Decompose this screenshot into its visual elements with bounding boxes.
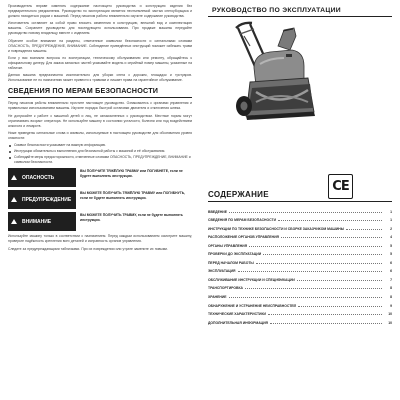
toc-entry[interactable] bbox=[208, 299, 392, 308]
toc-entry-title: РАСПОЛОЖЕНИЕ ОРГАНОВ УПРАВЛЕНИЯ bbox=[208, 235, 279, 240]
toc-entry[interactable] bbox=[208, 265, 392, 274]
toc-entry-page: 1 bbox=[390, 218, 392, 223]
toc-leader-dots bbox=[245, 288, 382, 289]
signal-word-description: ВЫ ПОЛУЧИТЕ ТЯЖЁЛУЮ ТРАВМУ или ПОГИБНЕТЕ, если не будете выполнять инструкции. bbox=[80, 169, 183, 178]
safety-paragraph: Перед началом работы внимательно прочтите настоящее руководство. Ознакомьтесь с органами управления и правильным использованием машины. Изучите порядок быстрой остановки двигателя и отключения шнека. bbox=[8, 101, 192, 111]
toc-entry-page: 6 bbox=[390, 269, 392, 274]
header-divider bbox=[208, 16, 392, 17]
signal-word-text: ПРЕДУПРЕЖДЕНИЕ bbox=[22, 196, 72, 203]
toc-entry-page: 2 bbox=[390, 226, 392, 231]
toc-entry-page: 10 bbox=[388, 312, 392, 317]
toc-entry[interactable] bbox=[208, 248, 392, 257]
safety-bullet-list bbox=[8, 143, 192, 165]
toc-leader-dots bbox=[297, 280, 382, 281]
toc-entry[interactable] bbox=[208, 273, 392, 282]
toc-title: СОДЕРЖАНИЕ bbox=[208, 190, 269, 199]
toc-leader-dots bbox=[229, 297, 382, 298]
intro-paragraph: Обратите особое внимание на разделы, отмеченные символом безопасности и сигнальными словами ОПАСНОСТЬ, ПРЕДУПРЕЖДЕНИЕ, ВНИМАНИЕ. Соблюдение приведённых инструкций поможет избежать травм и повреждения машины. bbox=[8, 38, 192, 53]
safety-bullet: Символ безопасности указывает на важную информацию. bbox=[8, 143, 192, 148]
closing-paragraph: Используйте машину только в соответствии с назначением. Перед каждым использованием осмотрите машину, проверьте надёжность крепления всех деталей и исправность органов управления. bbox=[8, 234, 192, 244]
signal-word-label bbox=[8, 190, 76, 209]
toc-leader-dots bbox=[298, 306, 382, 307]
toc-entry-title: ТРАНСПОРТИРОВКА bbox=[208, 286, 243, 291]
signal-word-description: ВЫ МОЖЕТЕ ПОЛУЧИТЬ ТЯЖЁЛУЮ ТРАВМУ или ПОГИБНУТЬ, если не будете выполнять инструкции. bbox=[80, 191, 186, 200]
toc-entry-title: ОРГАНЫ УПРАВЛЕНИЯ bbox=[208, 243, 248, 248]
signal-word-row bbox=[8, 168, 192, 187]
safety-section-title: СВЕДЕНИЯ ПО МЕРАМ БЕЗОПАСНОСТИ bbox=[8, 87, 192, 98]
signal-word-text: ВНИМАНИЕ bbox=[22, 218, 52, 225]
toc-entry-page: 8 bbox=[390, 286, 392, 291]
left-column bbox=[8, 4, 192, 398]
signal-word-row bbox=[8, 212, 192, 231]
toc-entry-page: 7 bbox=[390, 277, 392, 282]
intro-paragraph: Если у вас возникли вопросы по эксплуатации, техническому обслуживанию или ремонту, обращайтесь к официальному дилеру. Для заказа запасных частей указывайте модель и серийный номер машины, указанные на табличке. bbox=[8, 55, 192, 71]
safety-paragraph: Ниже приведены сигнальные слова и символы, используемые в настоящем руководстве для обозначения уровня опасности: bbox=[8, 130, 192, 140]
toc-entry[interactable] bbox=[208, 231, 392, 240]
intro-section bbox=[8, 4, 192, 83]
toc-entry[interactable] bbox=[208, 316, 392, 325]
safety-section bbox=[8, 101, 192, 141]
toc-leader-dots bbox=[238, 271, 383, 272]
toc-entry[interactable] bbox=[208, 239, 392, 248]
signal-word-row bbox=[8, 190, 192, 209]
toc-leader-dots bbox=[346, 229, 382, 230]
manual-title: РУКОВОДСТВО ПО ЭКСПЛУАТАЦИИ bbox=[212, 7, 341, 14]
right-column bbox=[208, 4, 394, 398]
toc-entry[interactable] bbox=[208, 308, 392, 317]
toc-divider bbox=[208, 201, 392, 202]
toc-entry-title: ВВЕДЕНИЕ bbox=[208, 209, 227, 214]
toc-leader-dots bbox=[263, 254, 382, 255]
closing-paragraph: Следите за предупреждающими табличками. При их повреждении или утрате замените их новыми. bbox=[8, 246, 168, 251]
toc-entry-title: ЭКСПЛУАТАЦИЯ bbox=[208, 269, 236, 274]
toc-entry-title: ПЕРЕД НАЧАЛОМ РАБОТЫ bbox=[208, 260, 254, 265]
closing-section bbox=[8, 234, 192, 251]
intro-paragraph: Изготовитель оставляет за собой право вносить изменения в конструкцию, внешний вид и комплектацию машины. Сохраните руководство для последующего использования. При продаже машины передайте руководство новому владельцу вместе с изделием. bbox=[8, 21, 192, 36]
toc-entry-page: 9 bbox=[390, 303, 392, 308]
toc-entry[interactable] bbox=[208, 290, 392, 299]
toc-entry-page: 8 bbox=[390, 295, 392, 300]
toc-leader-dots bbox=[249, 246, 382, 247]
toc-entry-title: ОБСЛУЖИВАНИЕ ИНСТРУКЦИИ И СПЕЦИФИКАЦИИ bbox=[208, 277, 295, 282]
toc-entry[interactable] bbox=[208, 222, 392, 231]
toc-entry-title: ХРАНЕНИЕ bbox=[208, 295, 227, 300]
toc-leader-dots bbox=[268, 314, 382, 315]
toc-entry[interactable] bbox=[208, 205, 392, 214]
toc-leader-dots bbox=[229, 212, 382, 213]
toc-entry-page: 5 bbox=[390, 252, 392, 257]
signal-word-description: ВЫ МОЖЕТЕ ПОЛУЧИТЬ ТРАВМУ, если не будете выполнять инструкции. bbox=[80, 213, 183, 222]
toc-entry[interactable] bbox=[208, 282, 392, 291]
toc-entry-page: 5 bbox=[390, 243, 392, 248]
toc-entry-title: ПРОВЕРКИ ДО ЭКСПЛУАТАЦИИ bbox=[208, 252, 262, 257]
signal-word-label bbox=[8, 168, 76, 187]
ce-mark: CE bbox=[328, 174, 353, 199]
intro-paragraph: Производитель вправе изменять содержание настоящего руководства и конструкцию изделия без предварительного уведомления. Руководство по эксплуатации является неотъемлемой частью снегоуборщика и должно находиться рядом с машиной. Перед началом работы внимательно изучите содержание руководства. bbox=[8, 4, 192, 19]
toc-leader-dots bbox=[278, 220, 382, 221]
toc-entry-title: ДОПОЛНИТЕЛЬНАЯ ИНФОРМАЦИЯ bbox=[208, 320, 268, 325]
toc-entry-page: 1 bbox=[390, 209, 392, 214]
toc-entry[interactable] bbox=[208, 214, 392, 223]
toc-leader-dots bbox=[270, 323, 382, 324]
toc-leader-dots bbox=[256, 263, 382, 264]
signal-word-text: ОПАСНОСТЬ bbox=[22, 174, 55, 181]
toc-entry-page: 6 bbox=[390, 260, 392, 265]
toc-entry-title: ИНСТРУКЦИИ ПО ТЕХНИКЕ БЕЗОПАСНОСТИ И СБОРКЕ ЗАКАЗЧИКОМ МАШИНЫ bbox=[208, 226, 345, 231]
toc-leader-dots bbox=[281, 237, 382, 238]
safety-bullet: Инструкции обязательны к выполнению для безопасной работы с машиной и её обслуживания. bbox=[8, 149, 192, 154]
warning-triangle-icon bbox=[11, 219, 17, 224]
toc-entry-title: ОБНАРУЖЕНИЕ И УСТРАНЕНИЕ НЕИСПРАВНОСТЕЙ bbox=[208, 303, 296, 308]
toc-entry[interactable] bbox=[208, 256, 392, 265]
warning-triangle-icon bbox=[11, 197, 17, 202]
table-of-contents bbox=[208, 205, 392, 325]
safety-paragraph: Не допускайте к работе с машиной детей и лиц, не ознакомленных с руководством. Местные нормы могут ограничивать возраст оператора. Не используйте машину в состоянии усталости, болезни или под воздействием алкоголя и лекарств. bbox=[8, 113, 192, 128]
snow-blower-illustration bbox=[220, 20, 320, 130]
signal-word-label bbox=[8, 212, 76, 231]
toc-entry-title: СВЕДЕНИЯ ПО МЕРАМ БЕЗОПАСНОСТИ bbox=[208, 218, 277, 223]
toc-entry-page: 4 bbox=[390, 235, 392, 240]
safety-bullet: Соблюдайте меры предосторожности, отмеченные словами ОПАСНОСТЬ, ПРЕДУПРЕЖДЕНИЕ, ВНИМАНИЕ и символом безопасности. bbox=[8, 155, 192, 165]
intro-paragraph: Данная машина предназначена исключительно для уборки снега с дорожек, площадок и тротуаров. Использование не по назначению может привести к травмам и лишает права на гарантийное обслуживание. bbox=[8, 73, 192, 83]
toc-entry-page: 10 bbox=[388, 320, 392, 325]
signal-word-list bbox=[8, 168, 192, 231]
toc-entry-title: ТЕХНИЧЕСКИЕ ХАРАКТЕРИСТИКИ bbox=[208, 312, 266, 317]
warning-triangle-icon bbox=[11, 175, 17, 180]
